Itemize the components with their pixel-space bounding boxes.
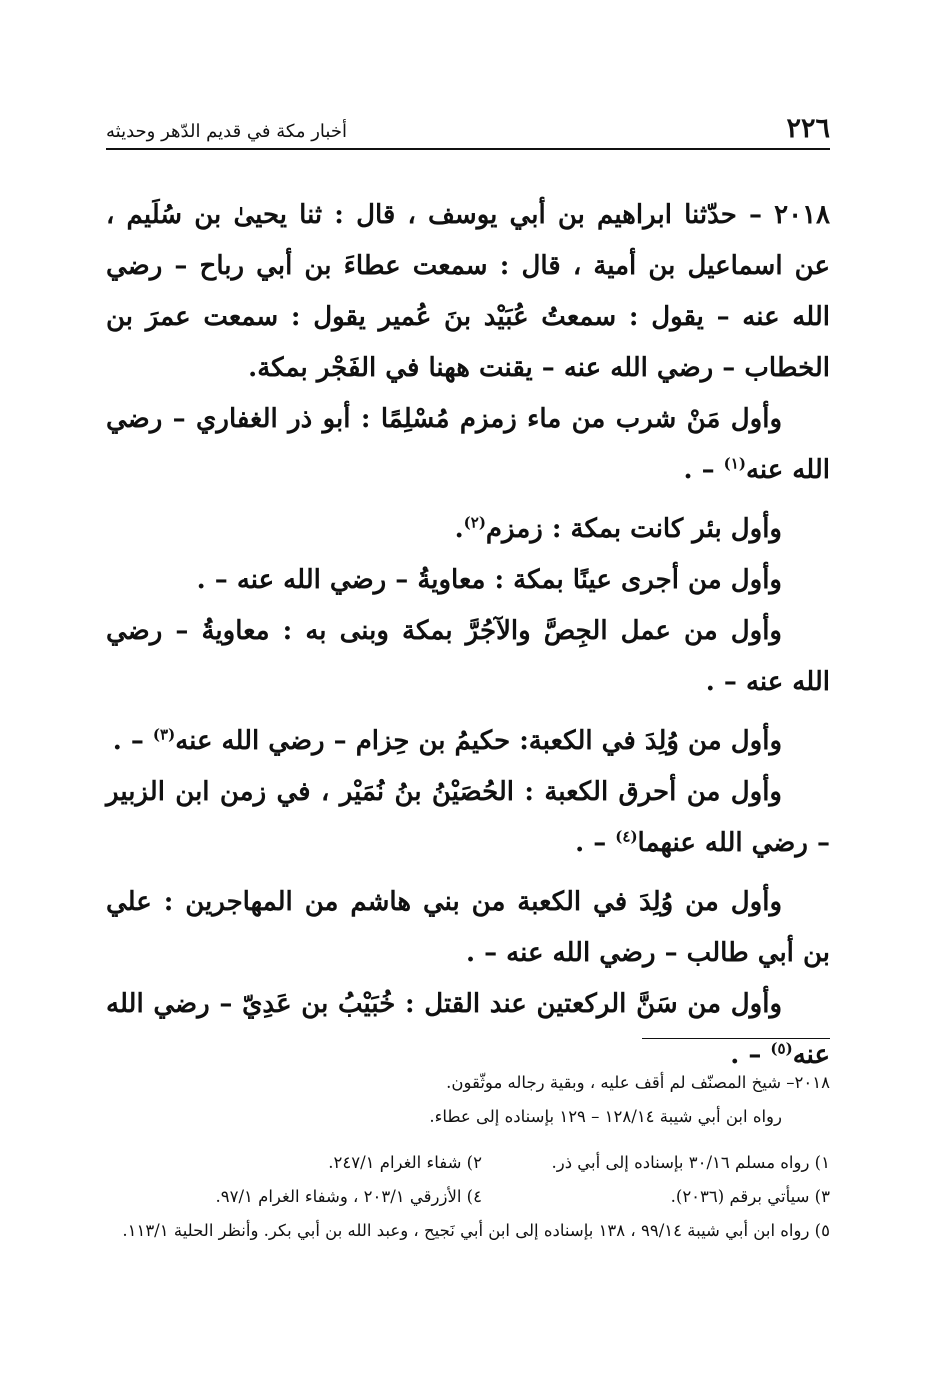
footnote-divider xyxy=(642,1038,830,1039)
footnotes xyxy=(106,1066,830,1248)
footnote-2018-line1: ٢٠١٨– شيخ المصنّف لم أقف عليه ، وبقية رجاله موثّقون. xyxy=(446,1073,830,1092)
paragraph-first-spring: وأول من أجرى عينًا بمكة : معاويةُ – رضي الله عنه – . xyxy=(196,565,782,595)
paragraph-first-zamzam-drinker xyxy=(106,394,830,496)
paragraph-text: وأول مَنْ شرب من ماء زمزم مُسْلِمًا : أبو ذر الغفاري – رضي الله عنه xyxy=(106,404,830,485)
footnote-row xyxy=(106,1180,830,1214)
footnote-4: ٤) الأزرقي ٢٠٣/١ ، وشفاء الغرام ٩٧/١. xyxy=(215,1187,482,1206)
paragraph-end: – . xyxy=(683,455,724,485)
paragraph-text: وأول بئر كانت بمكة : زمزم xyxy=(485,514,782,544)
paragraph-text: وأول من وُلِدَ في الكعبة: حكيمُ بن حِزام – رضي الله عنه xyxy=(175,726,782,756)
footnote-ref-1: (١) xyxy=(723,454,746,473)
paragraph-end: . xyxy=(454,514,464,544)
running-title: أخبار مكة في قديم الدّهر وحديثه xyxy=(106,121,347,142)
footnote-ref-3: (٣) xyxy=(152,725,176,744)
footnote-2018-line2: رواه ابن أبي شيبة ١٢٨/١٤ – ١٢٩ بإسناده إلى عطاء. xyxy=(429,1107,782,1126)
footnote-row xyxy=(106,1146,830,1180)
paragraph-end: – . xyxy=(730,1040,771,1070)
paragraph-end: – . xyxy=(112,726,153,756)
paragraph-end: – . xyxy=(575,828,616,858)
footnote-ref-5: (٥) xyxy=(770,1039,793,1058)
page-header xyxy=(106,108,830,150)
hadith-2018: ٢٠١٨ – حدّثنا ابراهيم بن أبي يوسف ، قال : ثنا يحيىٰ بن سُلَيم ، عن اسماعيل بن أمية ، قال : سمعت عطاءَ بن أبي رباح – رضي الله عنه – يقول : سمعتُ عُبَيْد بنَ عُمير يقول : سمعت عمرَ بن الخطاب – رضي الله عنه – يقنت ههنا في الفَجْر بمكة. xyxy=(106,200,830,383)
page-number: ٢٢٦ xyxy=(786,113,830,144)
paragraph-first-born-in-kaaba xyxy=(106,716,830,767)
paragraph-text: وأول من سَنَّ الركعتين عند القتل : خُبَيْبُ بن عَدِيّ – رضي الله عنه xyxy=(106,989,830,1070)
footnote-1: ١) رواه مسلم ٣٠/١٦ بإسناده إلى أبي ذر. xyxy=(551,1153,830,1172)
paragraph-first-burned-kaaba xyxy=(106,767,830,869)
footnote-3: ٣) سيأتي برقم (٢٠٣٦). xyxy=(670,1187,830,1206)
footnote-ref-2: (٢) xyxy=(463,513,486,532)
footnote-ref-4: (٤) xyxy=(615,827,638,846)
paragraph-first-hashimi-born: وأول من وُلِدَ في الكعبة من بني هاشم من المهاجرين : علي بن أبي طالب – رضي الله عنه – . xyxy=(106,887,830,968)
footnote-5: ٥) رواه ابن أبي شيبة ٩٩/١٤ ، ١٣٨ بإسناده إلى ابن أبي نَجيح ، وعبد الله بن أبي بكر. وأنظر الحلية ١١٣/١. xyxy=(122,1221,830,1240)
footnote-2: ٢) شفاء الغرام ٢٤٧/١. xyxy=(328,1153,482,1172)
paragraph-first-plaster: وأول من عمل الجِصَّ والآجُرَّ بمكة وبنى به : معاويةُ – رضي الله عنه – . xyxy=(106,616,830,697)
main-text xyxy=(106,190,830,1081)
paragraph-first-well xyxy=(106,504,830,555)
paragraph-text: وأول من أحرق الكعبة : الحُصَيْنُ بنُ نُمَيْر ، في زمن ابن الزبير – رضي الله عنهما xyxy=(106,777,830,858)
